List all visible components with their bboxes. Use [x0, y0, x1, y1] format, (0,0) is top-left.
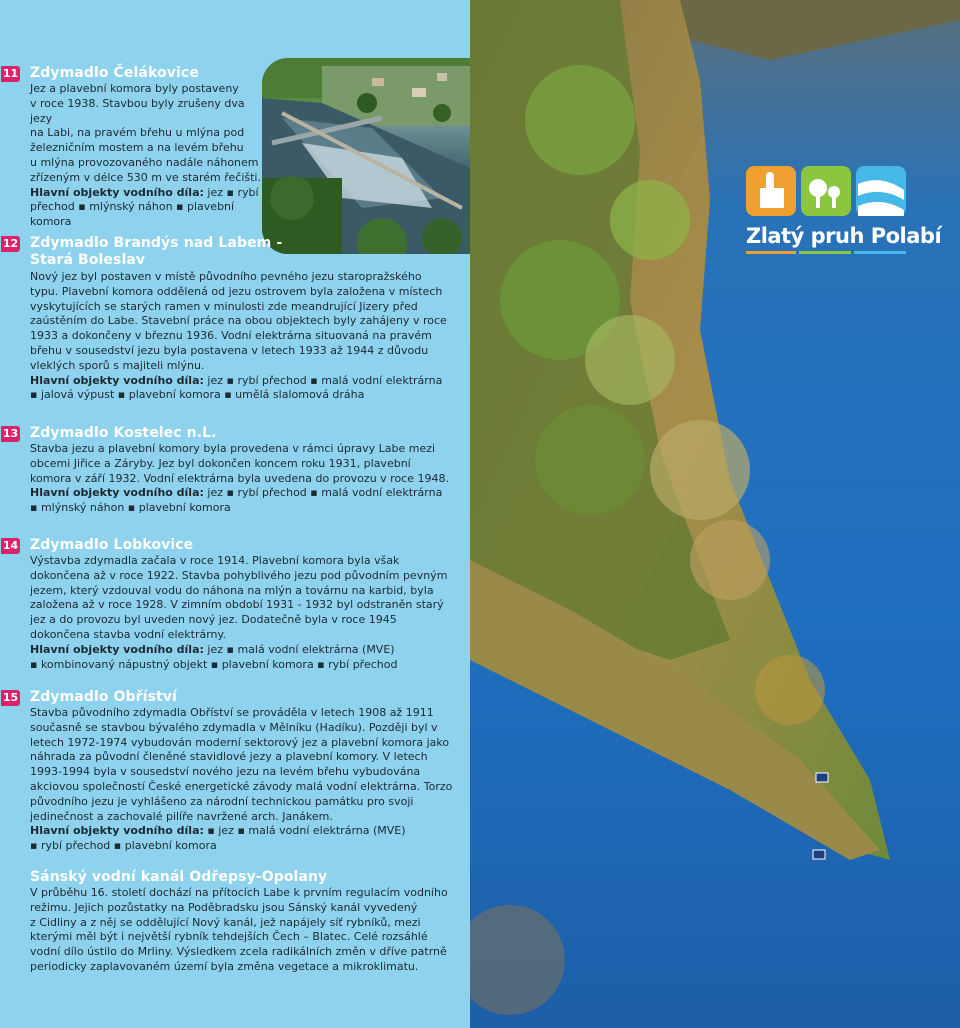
section-title: Zdymadlo Kostelec n.L.	[30, 425, 217, 441]
section-number-badge: 11	[2, 67, 19, 80]
logo-underline	[746, 251, 906, 254]
zlaty-pruh-polabi-logo	[746, 166, 942, 258]
section-body: Nový jez byl postaven v místě původního pevného jezu staropražského typu. Plavební komora oddělená od jezu ostrovem byla založena v místech vyskytujících se starých ramen v minulosti zde meandrující Jizery před zaústěním do Labe. Stavební práce na obou objektech byly zahájeny v roce 1933 a dokončeny v březnu 1936. Vodní elektrárna situovaná na pravém břehu v sousedství jezu byla postavena v letech 1933 až 1944 z důvodu vleklých sporů s majiteli mlýnu. Hlavní objekty vodního díla: jez ▪ rybí přechod ▪ malá vodní elektrárna ▪ jalová výpust ▪ plavební komora ▪ umělá slalomová dráha	[30, 270, 447, 402]
section-title: Zdymadlo Brandýs nad Labem - Stará Boleslav	[30, 235, 283, 268]
weir-aerial-photo	[262, 58, 470, 254]
section-number-badge: 13	[2, 427, 19, 440]
section-title: Sánský vodní kanál Odřepsy-Opolany	[30, 869, 328, 885]
river-island-photo	[470, 0, 960, 1028]
section-number-badge: 15	[2, 691, 19, 704]
section-number-badge: 12	[2, 237, 19, 250]
section-number-badge: 14	[2, 539, 19, 552]
logo-text: Zlatý pruh Polabí	[746, 224, 942, 248]
section-title: Zdymadlo Čelákovice	[30, 65, 199, 81]
section-title: Zdymadlo Lobkovice	[30, 537, 194, 553]
section-body: Stavba původního zdymadla Obříství se prováděla v letech 1908 až 1911 současně se stavbou bývalého zdymadla v Mělníku (Hadíku). Později byl v letech 1972-1974 vybudován moderní sektorový jez a plavební komora jako náhrada za původní členěné stavidlové jezy a plavební komory. V letech 1993-1994 byla v sousedství nového jezu na levém břehu vybudována akciovou společností České energetické závody malá vodní elektrárna. Torzo původního jezu je vyhlášeno za národní technickou památku pro svoji jedinečnost a zachovalé pilíře navržené arch. Janákem. Hlavní objekty vodního díla: ▪ jez ▪ malá vodní elektrárna (MVE) ▪ rybí přechod ▪ plavební komora	[30, 706, 453, 853]
section-body: V průběhu 16. století dochází na přítocích Labe k prvním regulacím vodního režimu. Jejich pozůstatky na Poděbradsku jsou Sánský kanál vyvedený z Cidliny a z něj se oddělující Nový kanál, jež napájely síť rybníků, mezi kterými měl být i největší rybník tehdejších Čech – Blatec. Celé rozsáhlé vodní dílo ústilo do Mrliny. Výsledkem zcela radikálních změn v dříve patrně periodicky zaplavovaném území byla změna vegetace a mikroklimatu.	[30, 886, 448, 973]
text-panel	[0, 0, 470, 1028]
section-body: Jez a plavební komora byly postaveny v roce 1938. Stavbou byly zrušeny dva jezy na Labi, na pravém břehu u mlýna pod železničním mostem a na levém břehu u mlýna provozovaného nadále náhonem zřízeným v délce 530 m ve starém řečišti. Hlavní objekty vodního díla: jez ▪ rybí přechod ▪ mlýnský náhon ▪ plavební komora	[30, 82, 261, 229]
section-body: Stavba jezu a plavební komory byla provedena v rámci úpravy Labe mezi obcemi Jiřice a Záryby. Jez byl dokončen koncem roku 1931, plavební komora v září 1932. Vodní elektrárna byla uvedena do provozu v roce 1948. Hlavní objekty vodního díla: jez ▪ rybí přechod ▪ malá vodní elektrárna ▪ mlýnský náhon ▪ plavební komora	[30, 442, 449, 515]
section-body: Výstavba zdymadla začala v roce 1914. Plavební komora byla však dokončena až v roce 1922. Stavba pohyblivého jezu pod původním pevným jezem, který vzdouval vodu do náhona na mlýn a továrnu na karbid, byla založena až v roce 1928. V zimním období 1931 - 1932 byl odstraněn starý jez a do provozu byl uveden nový jez. Dodatečně byla v roce 1945 dokončena stavba vodní elektrárny. Hlavní objekty vodního díla: jez ▪ malá vodní elektrárna (MVE) ▪ kombinovaný nápustný objekt ▪ plavební komora ▪ rybí přechod	[30, 554, 448, 671]
section-title: Zdymadlo Obříství	[30, 689, 177, 705]
